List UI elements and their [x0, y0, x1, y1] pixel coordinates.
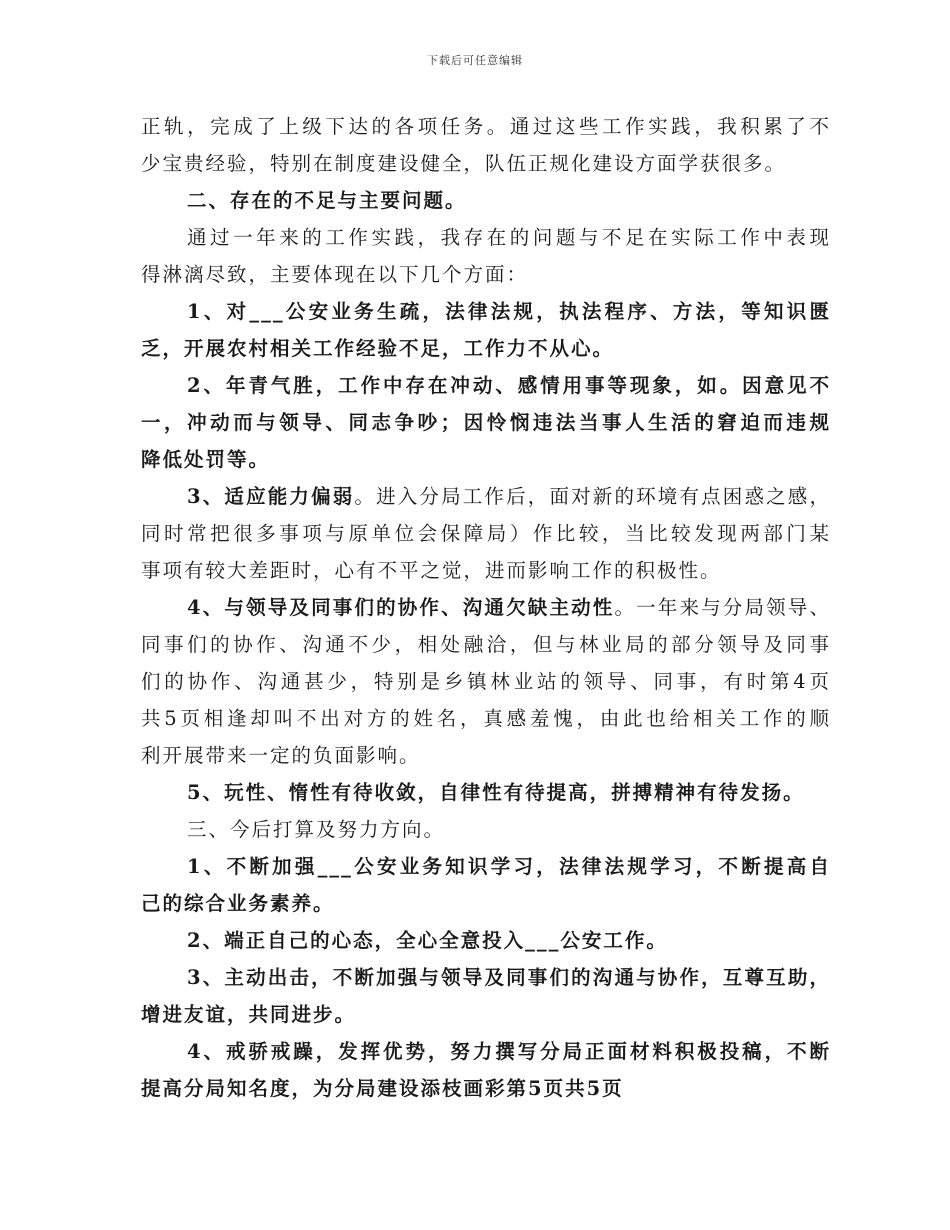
- text-line: 3、适应能力偏弱。进入分局工作后，面对新的环境有点困惑之感，: [187, 485, 831, 508]
- page-header: 下载后可任意编辑: [427, 54, 523, 67]
- text-line: 同时常把很多事项与原单位会保障局）作比较，当比较发现两部门某: [141, 522, 831, 545]
- text-line: 正轨，完成了上级下达的各项任务。通过这些工作实践，我积累了不: [141, 115, 831, 138]
- text-line: 降低处罚等。: [141, 448, 271, 471]
- text-line: 同事们的协作、沟通不少，相处融洽，但与林业局的部分领导及同事: [141, 633, 831, 656]
- text-line: 一，冲动而与领导、同志争吵；因怜悯违法当事人生活的窘迫而违规: [141, 411, 831, 434]
- text-line: 5、玩性、惰性有待收敛，自律性有待提高，拼搏精神有待发扬。: [187, 781, 805, 804]
- text-line: 得淋漓尽致，主要体现在以下几个方面：: [141, 263, 529, 286]
- text-line: 们的协作、沟通甚少，特别是乡镇林业站的领导、同事，有时第4页: [141, 670, 831, 693]
- text-line: 通过一年来的工作实践，我存在的问题与不足在实际工作中表现: [187, 226, 831, 249]
- document-body: [141, 108, 831, 1107]
- text-line: 4、戒骄戒躁，发挥优势，努力撰写分局正面材料积极投稿，不断: [187, 1040, 831, 1063]
- text-line: 事项有较大差距时，心有不平之觉，进而影响工作的积极性。: [141, 559, 722, 582]
- text-line: 增进友谊，共同进步。: [141, 1003, 357, 1026]
- text-line: 2、年青气胜，工作中存在冲动、感情用事等现象，如。因意见不: [187, 374, 831, 397]
- text-line: 己的综合业务素养。: [141, 892, 335, 915]
- text-line: 少宝贵经验，特别在制度建设健全，队伍正规化建设方面学获很多。: [141, 152, 787, 175]
- text-line: 利开展带来一定的负面影响。: [141, 744, 421, 767]
- text-line: 1、对___公安业务生疏，法律法规，执法程序、方法，等知识匮: [187, 300, 831, 323]
- section-heading: 二、存在的不足与主要问题。: [187, 189, 467, 212]
- text-line: 1、不断加强___公安业务知识学习，法律法规学习，不断提高自: [187, 855, 831, 878]
- text-line: 共5页相逢却叫不出对方的姓名，真感羞愧，由此也给相关工作的顺: [141, 707, 831, 730]
- section-heading: 三、今后打算及努力方向。: [187, 818, 446, 841]
- text-line: 提高分局知名度，为分局建设添枝画彩第5页共5页: [141, 1077, 624, 1100]
- text-line: 乏，开展农村相关工作经验不足，工作力不从心。: [141, 337, 615, 360]
- text-line: 2、端正自己的心态，全心全意投入___公安工作。: [187, 929, 668, 952]
- text-line: 4、与领导及同事们的协作、沟通欠缺主动性。一年来与分局领导、: [187, 596, 831, 619]
- text-line: 3、主动出击，不断加强与领导及同事们的沟通与协作，互尊互助，: [187, 966, 831, 989]
